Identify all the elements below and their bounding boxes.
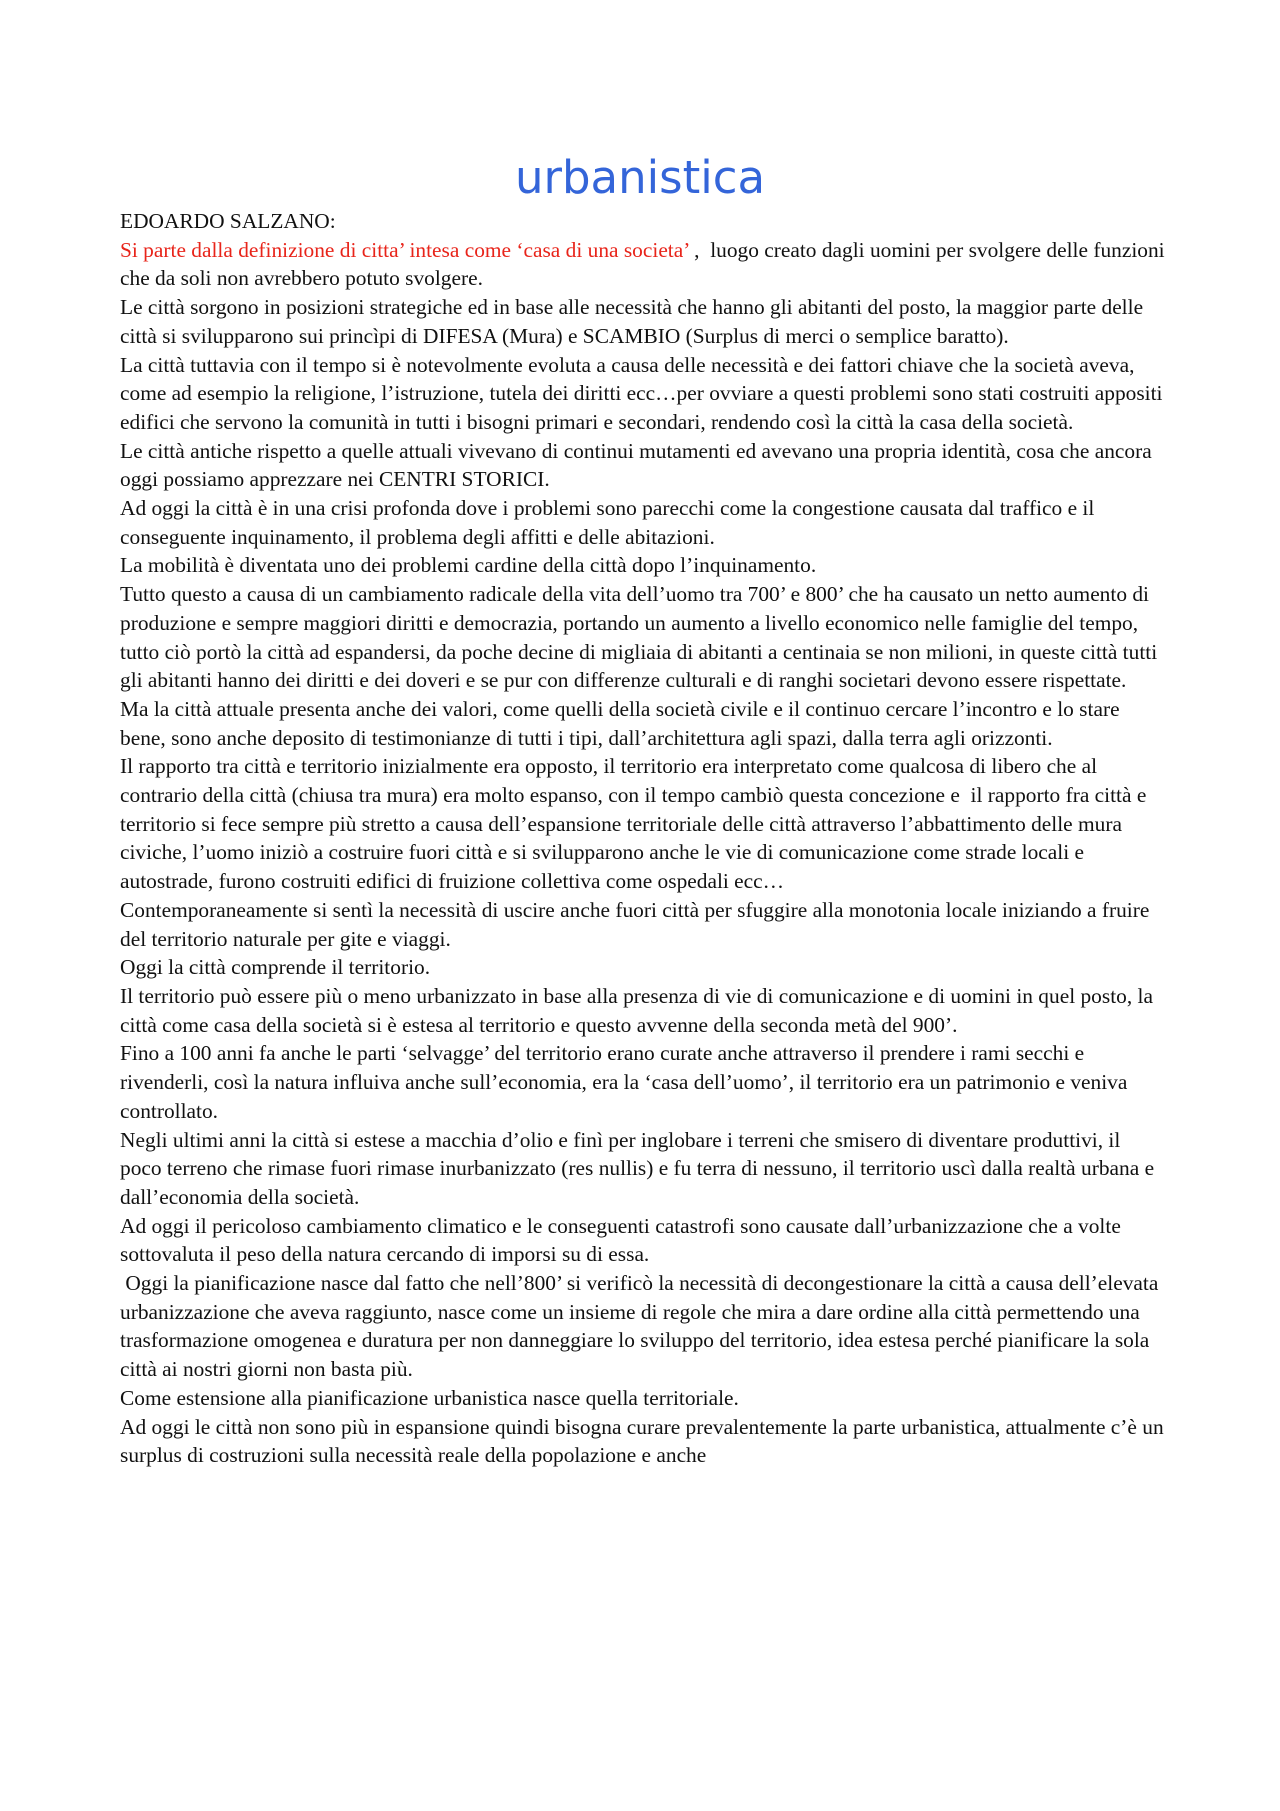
paragraph-contemporaneamente: Contemporaneamente si sentì la necessità di uscire anche fuori città per sfuggire alla monotonia locale iniziando a fruire del territorio naturale per gite e viaggi. [120, 897, 1155, 951]
intro-paragraph [120, 236, 1170, 293]
paragraph-macchia-olio: Negli ultimi anni la città si estese a macchia d’olio e finì per inglobare i terreni che smisero di diventare produttivi, il poco terreno che rimase fuori rimase inurbanizzato (res nullis) e fu terra di nessuno, il territorio uscì dalla realtà urbana e dall’economia della società. [120, 1127, 1160, 1209]
paragraph-pianificazione: Oggi la pianificazione nasce dal fatto che nell’800’ si verificò la necessità di decongestionare la città a causa dell’elevata urbanizzazione che aveva raggiunto, nasce come un insieme di regole che mira a dare ordine alla città permettendo una trasformazione omogenea e duratura per non danneggiare lo sviluppo del territorio, idea estesa perché pianificare la sola città ai nostri giorni non basta più. [120, 1271, 1164, 1382]
paragraph-estensione: Come estensione alla pianificazione urbanistica nasce quella territoriale. [120, 1385, 739, 1410]
paragraph-valori: Ma la città attuale presenta anche dei valori, come quelli della società civile e il continuo cercare l’incontro e lo stare bene, sono anche deposito di testimonianze di tutti i tipi, dall’architettura agli spazi, dalla terra agli orizzonti. [120, 696, 1125, 750]
paragraph-rapporto: Il rapporto tra città e territorio inizialmente era opposto, il territorio era interpretato come qualcosa di libero che al contrario della città (chiusa tra mura) era molto espanso, con il tempo cambiò questa concezione e il rapporto fra città e territorio si fece sempre più stretto a causa dell’espansione territoriale delle città attraverso l’abbattimento delle mura civiche, l’uomo iniziò a costruire fuori città e si svilupparono anche le vie di comunicazione come strade locali e autostrade, furono costruiti edifici di fruizione collettiva come ospedali ecc… [120, 754, 1152, 894]
paragraph-crisi: Ad oggi la città è in una crisi profonda dove i problemi sono parecchi come la congestione causata dal traffico e il conseguente inquinamento, il problema degli affitti e delle abitazioni. [120, 496, 1100, 549]
author-heading: EDOARDO SALZANO: [120, 209, 336, 233]
paragraph-mobilita: La mobilità è diventata uno dei problemi cardine della città dopo l’inquinamento. [120, 553, 817, 578]
paragraph-ad-oggi: Ad oggi le città non sono più in espansione quindi bisogna curare prevalentemente la parte urbanistica, attualmente c’è un surplus di costruzioni sulla necessità reale della popolazione e anche [120, 1414, 1169, 1468]
paragraph-oggi-territorio: Oggi la città comprende il territorio. [120, 955, 431, 980]
document-body [120, 207, 1170, 1470]
paragraph-urbanizzato: Il territorio può essere più o meno urbanizzato in base alla presenza di vie di comunicazione e di uomini in quel posto, la città come casa della società si è estesa al territorio e questo avvenne della seconda metà del 900’. [120, 983, 1159, 1037]
paragraph-evoluzione: La città tuttavia con il tempo si è notevolmente evoluta a causa delle necessità e dei fattori chiave che la società aveva, come ad esempio la religione, l’istruzione, tutela dei diritti ecc…per ovviare a questi problemi sono stati costruiti appositi edifici che servono la comunità in tutti i bisogni primari e secondari, rendendo così la città la casa della società. [120, 352, 1168, 434]
document-title: urbanistica [514, 151, 766, 204]
paragraph-clima: Ad oggi il pericoloso cambiamento climatico e le conseguenti catastrofi sono causate dall’urbanizzazione che a volte sottovaluta il peso della natura cercando di imporsi su di essa. [120, 1213, 1127, 1267]
paragraph-cambiamento: Tutto questo a causa di un cambiamento radicale della vita dell’uomo tra 700’ e 800’ che ha causato un netto aumento di produzione e sempre maggiori diritti e democrazia, portando un aumento a livello economico nelle famiglie del tempo, tutto ciò portò la città ad espandersi, da poche decine di migliaia di abitanti a centinaia se non milioni, in queste città tutti gli abitanti hanno dei diritti e dei doveri e se pur con differenze culturali e di ranghi societari devono essere rispettate. [120, 582, 1163, 693]
paragraph-cento-anni: Fino a 100 anni fa anche le parti ‘selvagge’ del territorio erano curate anche attraverso il prendere i rami secchi e rivenderli, così la natura influiva anche sull’economia, era la ‘casa dell’uomo’, il territorio era un patrimonio e veniva controllato. [120, 1041, 1133, 1123]
intro-rest: , luogo creato dagli uomini per svolgere delle funzioni che da soli non avrebbero potuto svolgere. [120, 237, 1170, 291]
intro-highlight: Si parte dalla definizione di citta’ intesa come ‘casa di una societa’ [120, 237, 689, 262]
paragraph-citta-antiche: Le città antiche rispetto a quelle attuali vivevano di continui mutamenti ed avevano una propria identità, cosa che ancora oggi possiamo apprezzare nei CENTRI STORICI. [120, 438, 1158, 492]
paragraph-difesa-scambio: Le città sorgono in posizioni strategiche ed in base alle necessità che hanno gli abitanti del posto, la maggior parte delle città si svilupparono sui princìpi di DIFESA (Mura) e SCAMBIO (Surplus di merci o semplice baratto). [120, 295, 1149, 348]
